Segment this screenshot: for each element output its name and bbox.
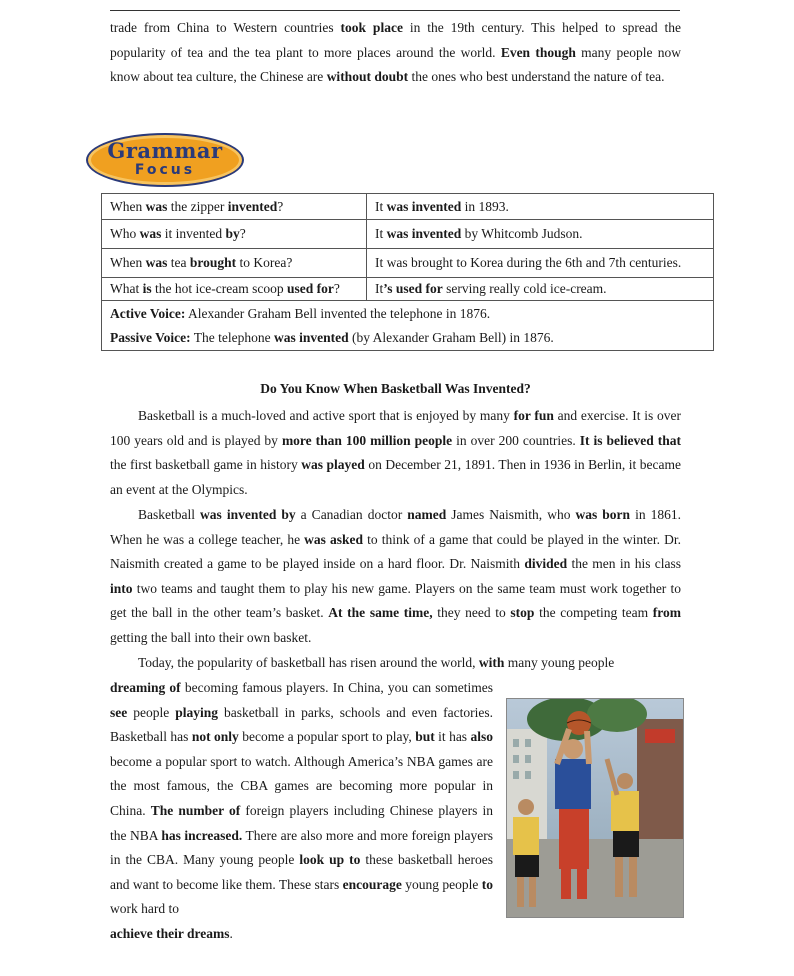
article-title: Do You Know When Basketball Was Invented?: [260, 381, 531, 396]
answer-cell: It was invented in 1893.: [367, 194, 714, 220]
emphasis-text: without doubt: [326, 69, 409, 85]
emphasis-text: with: [478, 655, 505, 670]
emphasis-text: was born: [575, 507, 631, 522]
emphasis-text: not only: [191, 729, 239, 745]
emphasis-text: is: [142, 281, 152, 296]
emphasis-text: took place: [340, 20, 403, 35]
emphasis-text: into: [110, 580, 133, 596]
article-paragraph-2: Basketball was invented by a Canadian doctor named James Naismith, who was born in 1861. When he was a college teacher, he was asked to think of a game that could be played in the winter. Dr. Naismith created a game to be played inside on a hard floor. Dr. Naismith divided the men in his class into two teams and taught them to play his new game. Players on the same team must work together to get the ball in the other team’s basket. At the same time, they need to stop the competing team from getting the ball into their own basket.: [110, 507, 682, 645]
emphasis-text: ’s used for: [383, 281, 443, 296]
emphasis-text: was invented by: [200, 507, 296, 522]
article-paragraph-3: dreaming of becoming famous players. In China, you can sometimes see people playing basketball in parks, schools and even factories. Basketball has not only become a popular sport to play, but it has also become a popular sport to watch. Although America’s NBA games are the most famous, the CBA games are becoming more popular in China. The number of foreign players including Chinese players in the NBA has increased. There are also more and more foreign players in the CBA. Many young people look up to these basketball heroes and want to become like them. These stars encourage young people to work hard to: [110, 680, 494, 917]
article-paragraph-3-last-line: achieve their dreams.: [110, 926, 233, 941]
article-paragraph-1: Basketball is a much-loved and active sport that is enjoyed by many for fun and exercise. It is over 100 years old and is played by more than 100 million people in over 200 countries. It is believed that the first basketball game in history was played on December 21, 1891. Then in 1936 in Berlin, it became an event at the Olympics.: [110, 408, 681, 497]
emphasis-text: was: [145, 198, 168, 214]
emphasis-text: stop: [510, 605, 535, 621]
emphasis-text: look up to: [299, 852, 361, 868]
emphasis-text: was invented: [386, 226, 462, 241]
emphasis-text: but: [415, 729, 435, 745]
emphasis-text: to: [481, 876, 493, 892]
emphasis-text: was invented: [386, 198, 462, 214]
answer-cell: It was brought to Korea during the 6th and 7th centuries.: [367, 249, 714, 278]
emphasis-text: dreaming of: [110, 680, 181, 695]
emphasis-text: see: [110, 704, 128, 720]
question-cell: What is the hot ice-cream scoop used for?: [102, 278, 367, 301]
emphasis-text: invented: [227, 198, 278, 214]
emphasis-text: At the same time,: [328, 605, 433, 621]
emphasis-text: playing: [175, 704, 218, 720]
emphasis-text: used for: [286, 281, 334, 296]
emphasis-text: was asked: [304, 531, 364, 547]
table-row: [102, 301, 714, 351]
answer-cell: It was invented by Whitcomb Judson.: [367, 220, 714, 249]
top-rule: [110, 10, 680, 11]
table-row: [102, 249, 714, 278]
grammar-focus-badge: [86, 133, 244, 187]
article-paragraph-3-first-line: Today, the popularity of basketball has risen around the world, with many young people: [138, 655, 615, 670]
passive-voice-line: Passive Voice: The telephone was invented (by Alexander Graham Bell) in 1876.: [110, 329, 554, 345]
emphasis-text: It is believed that: [579, 432, 681, 448]
emphasis-text: achieve their dreams: [110, 926, 230, 941]
table-row: [102, 220, 714, 249]
question-cell: Who was it invented by?: [102, 220, 367, 249]
emphasis-text: was: [139, 226, 162, 241]
grammar-table: [101, 193, 714, 351]
emphasis-text: divided: [524, 556, 568, 572]
emphasis-text: was invented: [273, 329, 349, 345]
basketball-photo: [506, 698, 684, 918]
emphasis-text: more than 100 million people: [281, 432, 453, 448]
emphasis-text: was played: [301, 457, 365, 473]
emphasis-text: The number of: [150, 802, 241, 818]
emphasis-text: Passive Voice:: [110, 329, 191, 345]
emphasis-text: has increased.: [161, 827, 243, 843]
answer-cell: It’s used for serving really cold ice-cream.: [367, 278, 714, 301]
emphasis-text: was: [145, 255, 168, 270]
emphasis-text: for fun: [513, 408, 554, 423]
intro-paragraph: trade from China to Western countries took place in the 19th century. This helped to spread the popularity of tea and the tea plant to more places around the world. Even though many people now know about tea culture, the Chinese are without doubt the ones who best understand the nature of tea.: [110, 20, 681, 85]
table-row: [102, 194, 714, 220]
emphasis-text: Even though: [500, 44, 576, 60]
emphasis-text: brought: [189, 255, 237, 270]
question-cell: When was tea brought to Korea?: [102, 249, 367, 278]
table-row: [102, 278, 714, 301]
badge-title: Grammar: [107, 138, 223, 163]
emphasis-text: by: [225, 226, 240, 241]
emphasis-text: from: [652, 605, 682, 621]
emphasis-text: named: [407, 507, 447, 522]
voice-examples-cell: [102, 301, 714, 351]
emphasis-text: also: [470, 729, 494, 745]
active-voice-line: Active Voice: Alexander Graham Bell invented the telephone in 1876.: [110, 305, 491, 321]
basketball-players-image: [507, 699, 683, 917]
question-cell: When was the zipper invented?: [102, 194, 367, 220]
emphasis-text: Active Voice:: [110, 305, 186, 321]
badge-subtitle: Focus: [134, 162, 196, 178]
emphasis-text: encourage: [342, 876, 402, 892]
